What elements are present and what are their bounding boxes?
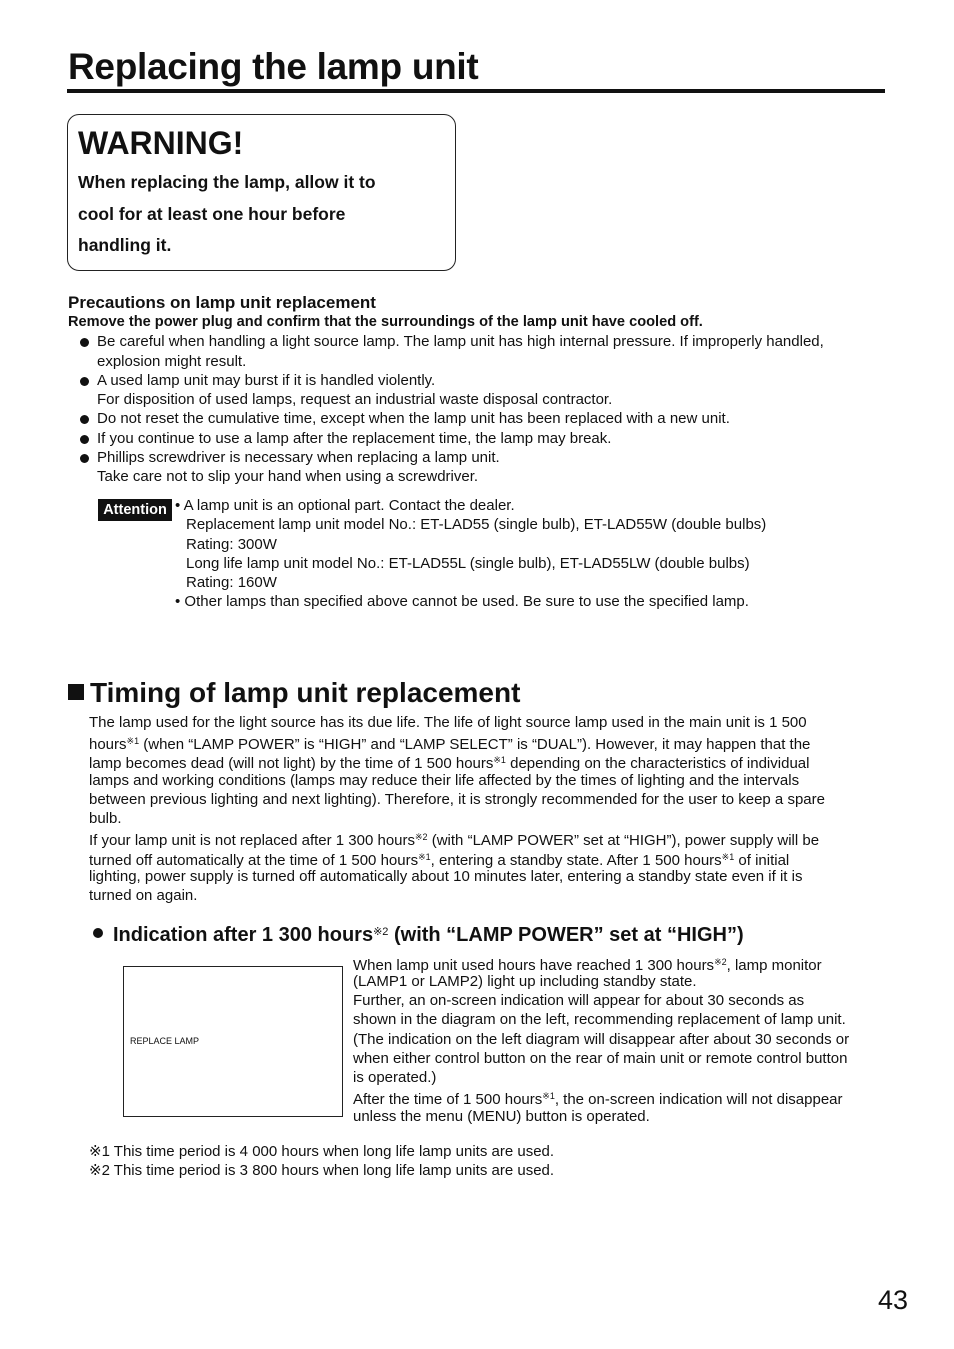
precautions-lead: Remove the power plug and confirm that the surroundings of the lamp unit have cooled off. [68, 314, 703, 330]
warning-line: handling it. [78, 235, 172, 255]
indication-line: is operated.) [353, 1069, 437, 1086]
attention-line: Rating: 300W [186, 536, 277, 553]
bullet-dot [80, 377, 89, 386]
indication-line: shown in the diagram on the left, recommending replacement of lamp unit. [353, 1011, 846, 1028]
warning-line: cool for at least one hour before [78, 203, 346, 224]
footnote-ref: ※1 [542, 1091, 555, 1101]
title-rule [67, 89, 885, 93]
warning-box [67, 114, 456, 271]
bullet-text: If you continue to use a lamp after the replacement time, the lamp may break. [97, 430, 612, 447]
footnote-ref: ※2 [415, 832, 428, 842]
bullet-text: Take care not to slip your hand when using a screwdriver. [97, 468, 479, 485]
section-square-icon [68, 684, 84, 700]
indication-line: unless the menu (MENU) button is operated. [353, 1108, 650, 1125]
indication-heading [93, 918, 744, 949]
indication-text: , lamp monitor [726, 957, 822, 974]
bullet-dot [93, 928, 103, 938]
bullet-text: A used lamp unit may burst if it is handled violently. [97, 372, 436, 389]
attention-line: Long life lamp unit model No.: ET-LAD55L (single bulb), ET-LAD55LW (double bulbs) [186, 555, 750, 572]
warning-text [78, 167, 438, 262]
timing-text: If your lamp unit is not replaced after 1 300 hours [89, 832, 416, 849]
timing-text: hours [89, 736, 127, 753]
page-number: 43 [878, 1285, 909, 1315]
indication-heading-text: (with “LAMP POWER” set at “HIGH”) [388, 924, 744, 946]
timing-text: (when “LAMP POWER” is “HIGH” and “LAMP SELECT” is “DUAL”). However, it may happen that the [139, 736, 811, 753]
timing-line: between previous lighting and next lighting). Therefore, it is strongly recommended for the user to keep a spare [89, 791, 825, 808]
footnote: ※1 This time period is 4 000 hours when long life lamp units are used. [89, 1143, 555, 1160]
footnote-ref: ※1 [721, 852, 735, 862]
timing-line: bulb. [89, 810, 122, 827]
bullet-text: Be careful when handling a light source lamp. The lamp unit has high internal pressure. If improperly handled, [97, 333, 824, 350]
page-title: Replacing the lamp unit [68, 46, 479, 87]
bullet-dot [80, 435, 89, 444]
footnote: ※2 This time period is 3 800 hours when long life lamp units are used. [89, 1162, 555, 1179]
attention-line: • Other lamps than specified above cannot be used. Be sure to use the specified lamp. [175, 593, 749, 610]
bullet-text: Phillips screwdriver is necessary when replacing a lamp unit. [97, 449, 500, 466]
timing-text: lamp becomes dead (will not light) by the time of 1 500 hours [89, 755, 494, 772]
warning-heading: WARNING! [78, 125, 244, 161]
indication-line: Further, an on-screen indication will appear for about 30 seconds as [353, 992, 805, 1009]
onscreen-replace-lamp-text: REPLACE LAMP [130, 1036, 200, 1046]
timing-text: (with “LAMP POWER” set at “HIGH”), power supply will be [427, 832, 820, 849]
timing-text: depending on the characteristics of individual [505, 755, 810, 772]
indication-text: When lamp unit used hours have reached 1 300 hours [353, 957, 715, 974]
footnote-ref: ※2 [714, 957, 727, 967]
timing-line: lighting, power supply is turned off automatically about 10 minutes later, entering a standby state even if it is [89, 868, 803, 885]
precautions-heading: Precautions on lamp unit replacement [68, 293, 376, 312]
indication-line: (The indication on the left diagram will disappear after about 30 seconds or [353, 1031, 850, 1048]
timing-line: lamps and working conditions (lamps may reduce their life affected by the times of lighting and the intervals [89, 772, 800, 789]
bullet-dot [80, 415, 89, 424]
indication-text: , the on-screen indication will not disappear [554, 1091, 843, 1108]
bullet-text: Do not reset the cumulative time, except when the lamp unit has been replaced with a new unit. [97, 410, 730, 427]
bullet-dot [80, 454, 89, 463]
timing-line: turned on again. [89, 887, 198, 904]
indication-text: After the time of 1 500 hours [353, 1091, 543, 1108]
timing-line [89, 751, 809, 773]
bullet-text: explosion might result. [97, 353, 247, 370]
timing-text: turned off automatically at the time of 1 500 hours [89, 852, 419, 869]
timing-line [89, 828, 819, 850]
attention-line: Replacement lamp unit model No.: ET-LAD55 (single bulb), ET-LAD55W (double bulbs) [186, 516, 767, 533]
timing-text: , entering a standby state. After 1 500 hours [430, 852, 722, 869]
indication-line [353, 1087, 843, 1109]
footnote-ref: ※2 [373, 926, 389, 938]
timing-heading [68, 676, 520, 710]
attention-badge: Attention [98, 499, 172, 521]
timing-line: The lamp used for the light source has its due life. The life of light source lamp used in the main unit is 1 500 [89, 714, 807, 731]
warning-line: When replacing the lamp, allow it to [78, 172, 376, 192]
footnote-ref: ※1 [126, 736, 140, 746]
attention-line: Rating: 160W [186, 574, 277, 591]
bullet-text: For disposition of used lamps, request an industrial waste disposal contractor. [97, 391, 613, 408]
indication-heading-text: Indication after 1 300 hours [113, 924, 374, 946]
attention-line: • A lamp unit is an optional part. Contact the dealer. [175, 497, 515, 514]
onscreen-diagram [123, 966, 343, 1117]
bullet-dot [80, 338, 89, 347]
indication-line: (LAMP1 or LAMP2) light up including standby state. [353, 973, 697, 990]
timing-text: of initial [734, 852, 790, 869]
footnote-ref: ※1 [418, 852, 431, 862]
footnote-ref: ※1 [493, 755, 506, 765]
indication-line: when either control button on the rear of main unit or remote control button [353, 1050, 848, 1067]
timing-heading-text: Timing of lamp unit replacement [90, 677, 521, 708]
